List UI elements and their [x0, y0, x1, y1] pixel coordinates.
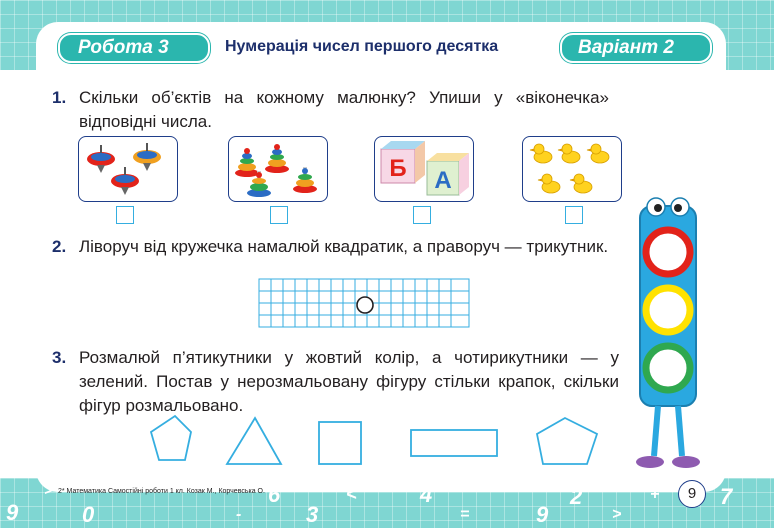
decor-glyph: 3 — [306, 502, 319, 527]
rectangle-shape[interactable] — [411, 430, 497, 456]
answer-box-2[interactable] — [270, 206, 288, 224]
decor-glyph: 4 — [420, 482, 433, 507]
letter-blocks-icon — [375, 137, 473, 201]
picture-pyramid-toys — [228, 136, 328, 202]
decor-glyph: 6 — [268, 482, 281, 507]
green-light — [646, 346, 690, 390]
red-light — [646, 230, 690, 274]
answer-box-3[interactable] — [413, 206, 431, 224]
spinning-tops-icon — [79, 137, 177, 201]
decor-glyph: + — [650, 486, 660, 503]
reference-circle — [357, 297, 373, 313]
decor-glyph: 9 — [536, 502, 549, 527]
shapes-row — [145, 410, 615, 474]
triangle-shape[interactable] — [227, 418, 281, 464]
page-number: 9 — [678, 480, 706, 508]
pyramid-toys-icon — [229, 137, 327, 201]
decor-glyph: - — [236, 506, 242, 523]
picture-letter-blocks — [374, 136, 474, 202]
pentagon-shape-1[interactable] — [151, 416, 191, 460]
task1-number: 1. — [52, 88, 67, 107]
decor-glyph: > — [44, 482, 54, 499]
block-letter-2: А — [434, 167, 452, 194]
decor-glyph: 9 — [6, 500, 19, 525]
decor-glyph: = — [460, 506, 470, 523]
picture-ducklings — [522, 136, 622, 202]
work-label-pill: Робота 3 — [58, 33, 210, 63]
yellow-light — [646, 288, 690, 332]
task3-text: Розмалюй п’ятикутники у жовтий колір, а чотирикутники — у зелений. Постав у нерозмальовану фігуру стільки крапок, скільки фігур розмальовано. — [79, 348, 619, 415]
variant-label-pill: Варіант 2 — [560, 33, 712, 63]
decor-glyph: 0 — [82, 502, 95, 527]
answer-box-4[interactable] — [565, 206, 583, 224]
task1-text: Скільки об’єктів на кожному малюнку? Упиши у «віконечка» відповідні числа. — [79, 88, 609, 131]
decor-glyph: 7 — [720, 484, 733, 509]
pentagon-shape-2[interactable] — [537, 418, 597, 464]
task3-number: 3. — [52, 348, 67, 367]
page-title: Нумерація чисел першого десятка — [225, 38, 499, 55]
task2-text: Ліворуч від кружечка намалюй квадратик, а праворуч — трикутник. — [79, 237, 609, 256]
picture-spinning-tops — [78, 136, 178, 202]
decor-glyph: < — [346, 484, 357, 504]
decor-glyph: 2 — [570, 484, 583, 509]
ducklings-icon — [523, 137, 621, 201]
decor-glyph: > — [612, 506, 622, 523]
task2-number: 2. — [52, 237, 67, 256]
square-shape[interactable] — [319, 422, 361, 464]
block-letter-1: Б — [389, 155, 407, 182]
drawing-grid[interactable] — [258, 278, 472, 330]
answer-box-1[interactable] — [116, 206, 134, 224]
footer-credit: 2* Математика Самостійні роботи 1 кл. Козак М., Корчевська О. — [58, 488, 265, 495]
traffic-light-mascot — [628, 190, 708, 478]
